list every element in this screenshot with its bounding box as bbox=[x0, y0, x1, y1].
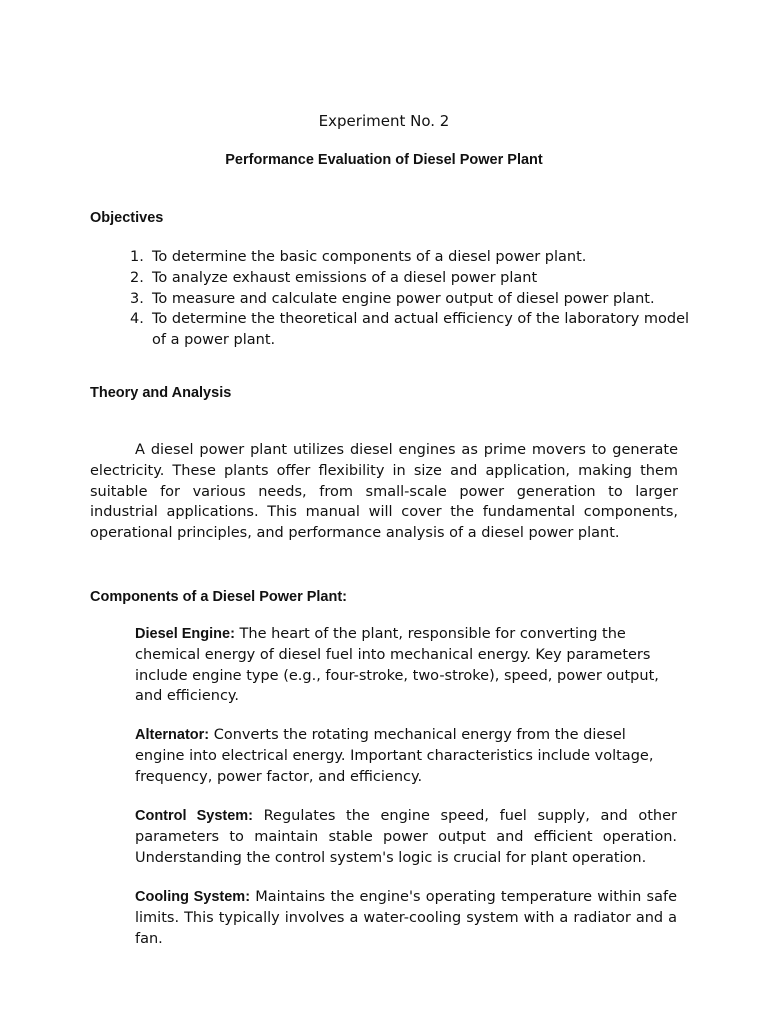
component-diesel-engine bbox=[135, 624, 677, 707]
objective-text: To analyze exhaust emissions of a diesel power plant bbox=[152, 269, 538, 286]
objective-item bbox=[130, 268, 690, 289]
objective-number: 2. bbox=[130, 269, 144, 286]
component-name: Cooling System: bbox=[135, 889, 251, 905]
component-name: Control System: bbox=[135, 808, 253, 824]
document-title: Performance Evaluation of Diesel Power Plant bbox=[225, 152, 543, 168]
component-name: Diesel Engine: bbox=[135, 626, 235, 642]
objective-number: 4. bbox=[130, 311, 144, 328]
objective-item bbox=[130, 309, 690, 351]
component-cooling-system bbox=[135, 887, 677, 949]
experiment-number: Experiment No. 2 bbox=[318, 112, 450, 130]
theory-heading: Theory and Analysis bbox=[90, 385, 232, 401]
theory-paragraph: A diesel power plant utilizes diesel engines as prime movers to generate electricity. These plants offer flexibility in size and application, making them suitable for various needs, from small-scale power generation to larger industrial applications. This manual will cover the fundamental components, operational principles, and performance analysis of a diesel power plant. bbox=[90, 442, 678, 542]
component-description: Converts the rotating mechanical energy from the diesel engine into electrical energy. Important characteristics include voltage, frequency, power factor, and efficiency. bbox=[135, 727, 654, 785]
component-alternator bbox=[135, 725, 677, 787]
objectives-heading: Objectives bbox=[90, 210, 164, 226]
objective-text: To determine the theoretical and actual efficiency of the laboratory model of a power plant. bbox=[152, 311, 690, 349]
objectives-list bbox=[130, 247, 690, 351]
component-control-system bbox=[135, 806, 677, 868]
objective-number: 3. bbox=[130, 290, 144, 307]
components-heading: Components of a Diesel Power Plant: bbox=[90, 589, 348, 605]
component-description: Maintains the engine's operating temperature within safe limits. This typically involves a water-cooling system with a radiator and a fan. bbox=[135, 889, 677, 947]
component-description: The heart of the plant, responsible for converting the chemical energy of diesel fuel into mechanical energy. Key parameters include engine type (e.g., four-stroke, two-stroke), speed, power output, and efficiency. bbox=[135, 626, 659, 705]
objective-item bbox=[130, 289, 690, 310]
objective-text: To determine the basic components of a diesel power plant. bbox=[152, 249, 587, 265]
objective-text: To measure and calculate engine power output of diesel power plant. bbox=[152, 290, 655, 307]
objective-item bbox=[130, 247, 690, 268]
component-description: Regulates the engine speed, fuel supply, and other parameters to maintain stable power output and efficient operation. Understanding the control system's logic is crucial for plant operation. bbox=[135, 808, 677, 866]
objective-number: 1. bbox=[130, 249, 144, 265]
component-name: Alternator: bbox=[135, 727, 210, 743]
